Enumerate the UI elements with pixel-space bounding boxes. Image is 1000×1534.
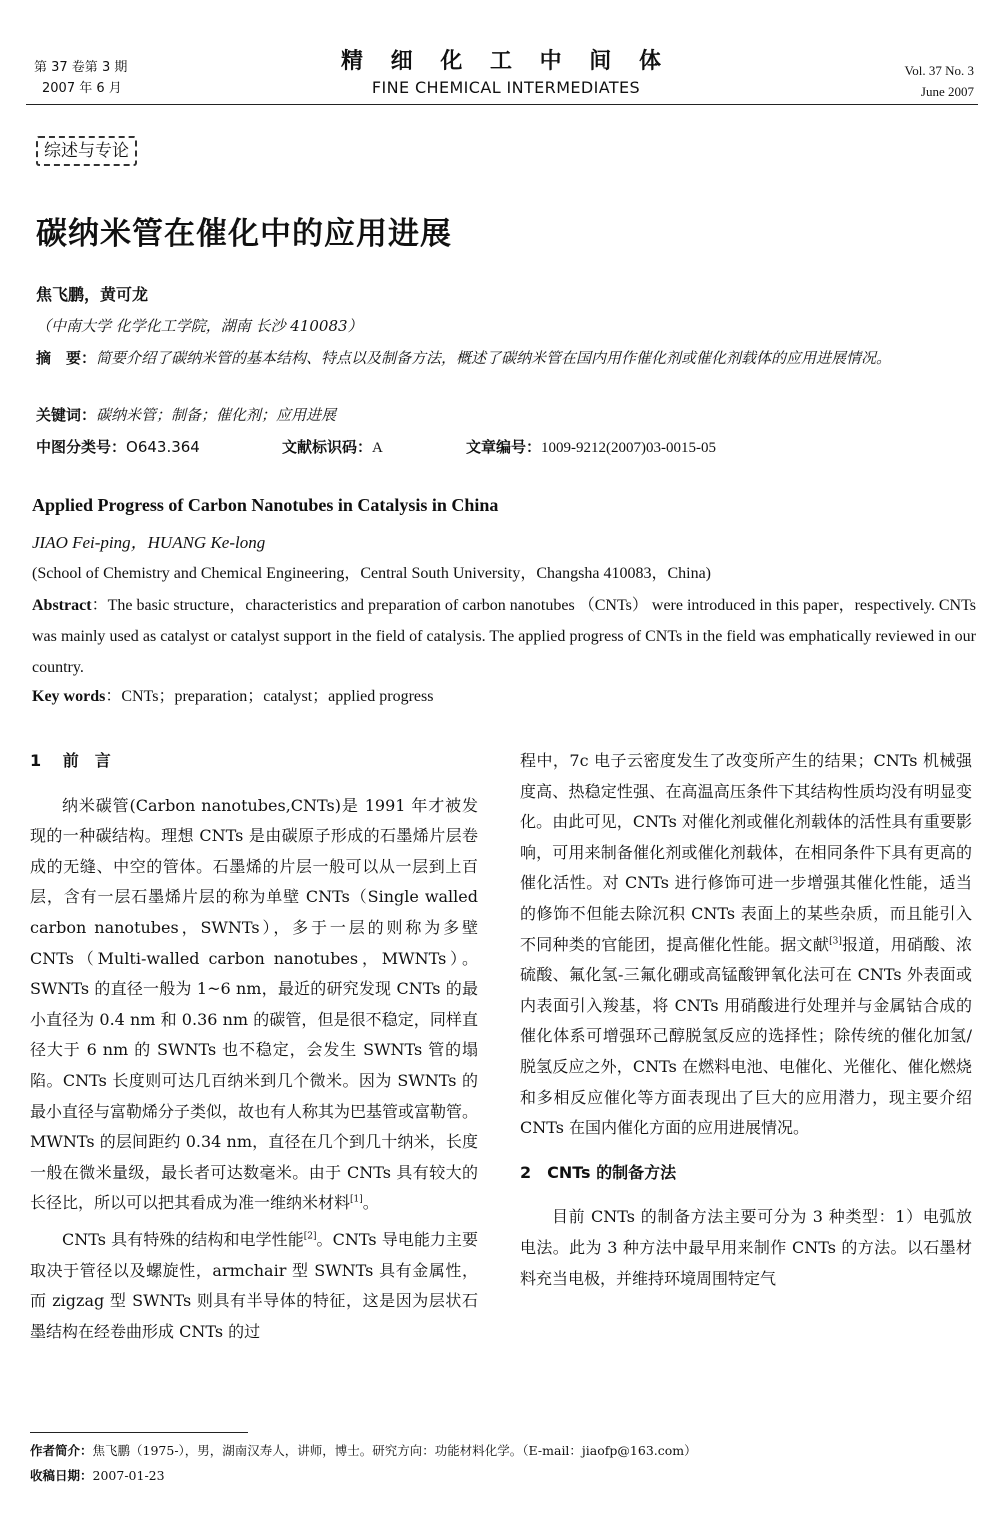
paragraph-3-rest: 报道，用硝酸、浓硫酸、氟化氢-三氟化硼或高锰酸钾氧化法可在 CNTs 外表面或内表面引入羧基，将 CNTs 用硝酸进行处理并与金属钴合成的催化体系可增强环己醇脱氢反应的选择性；除传统的催化加氢/脱氢反应之外，CNTs 在燃料电池、电催化、光催化、催化燃烧和多相反应催化等方面表现出了巨大的应用潜力，现主要介绍 CNTs 在国内催化方面的应用进展情况。	[520, 934, 972, 1138]
paragraph-1-end: 。	[362, 1193, 379, 1213]
clc-label: 中图分类号：	[36, 438, 127, 456]
abstract-en	[32, 590, 976, 683]
doc-code-label: 文献标识码：	[282, 438, 373, 456]
date-cn: 2007 年 6 月	[42, 81, 122, 96]
article-number-field	[466, 436, 716, 457]
abstract-label-en: Abstract	[32, 597, 92, 614]
article-number-value: 1009-9212(2007)03-0015-05	[541, 440, 716, 456]
article-title-cn: 碳纳米管在催化中的应用进展	[36, 216, 452, 252]
journal-title-en: FINE CHEMICAL INTERMEDIATES	[371, 78, 641, 97]
reference-1: [1]	[350, 1194, 363, 1205]
volume-issue-en: Vol. 37 No. 3	[904, 63, 974, 78]
article-number-label: 文章编号：	[466, 438, 542, 456]
author-bio-label: 作者简介：	[30, 1443, 93, 1458]
reference-3: [3]	[829, 936, 842, 947]
reference-2: [2]	[303, 1231, 317, 1242]
keywords-text-en: ：CNTs；preparation；catalyst；applied progress	[105, 688, 434, 705]
author-bio	[30, 1440, 697, 1462]
doc-code-value: A	[372, 440, 383, 456]
abstract-label-cn: 摘 要：	[36, 349, 97, 367]
section-2-heading: 2 CNTs 的制备方法	[520, 1162, 677, 1182]
keywords-en	[32, 683, 433, 706]
section-1-heading: 1 前 言	[30, 751, 111, 770]
abstract-cn	[36, 343, 976, 373]
journal-title-cn: 精 细 化 工 中 间 体	[341, 49, 671, 74]
paragraph-4: 目前 CNTs 的制备方法主要可分为 3 种类型：1）电弧放电法。此为 3 种方法中最早用来制作 CNTs 的方法。以石墨材料充当电极，并维持环境周围特定气	[520, 1207, 972, 1288]
issue-info-en	[905, 60, 974, 102]
section-tag: 综述与专论	[36, 136, 137, 166]
paragraph-1	[30, 791, 478, 1219]
footnote-rule	[30, 1432, 248, 1433]
volume-issue-cn: 第 37 卷第 3 期	[34, 60, 128, 75]
date-en: June 2007	[920, 84, 974, 99]
paragraph-3-text: 程中，7c 电子云密度发生了改变所产生的结果；CNTs 机械强度高、热稳定性强、在高温高压条件下其结构性质均没有明显变化。由此可见，CNTs 对催化剂或催化剂载体的活性具有重要影响，可用来制备催化剂或催化剂载体，在相同条件下具有更高的催化活性。对 CNTs 进行修饰可进一步增强其催化性能，适当的修饰不但能去除沉积 CNTs 表面上的某些杂质，而且能引入不同种类的官能团，提高催化性能。据文献	[520, 751, 972, 954]
keywords-text-cn: 碳纳米管；制备；催化剂；应用进展	[96, 406, 337, 424]
received-date-label: 收稿日期：	[30, 1468, 93, 1483]
clc-field	[36, 436, 200, 457]
keywords-label-en: Key words	[32, 688, 106, 705]
body-column-left	[30, 746, 478, 1347]
affiliation-en: (School of Chemistry and Chemical Engineering，Central South University，Changsha 410083，China)	[32, 565, 712, 582]
received-date	[30, 1465, 165, 1487]
authors-cn: 焦飞鹏，黄可龙	[36, 285, 149, 304]
header-rule	[26, 104, 978, 105]
abstract-text-en: ：The basic structure，characteristics and preparation of carbon nanotubes （CNTs） were introduced in this paper，respectively. CNTs was mainly used as catalyst or catalyst support in the field of catalysis. The applied progress of CNTs in the field was emphatically reviewed in our country.	[32, 597, 976, 676]
paragraph-1-text: 纳米碳管(Carbon nanotubes,CNTs)是 1991 年才被发现的一种碳结构。理想 CNTs 是由碳原子形成的石墨烯片层卷成的无缝、中空的管体。石墨烯的片层一般可以从一层到上百层，含有一层石墨烯片层的称为单壁 CNTs（Single walled carbon nanotubes，SWNTs），多于一层的则称为多壁 CNTs（Multi-walled carbon nanotubes，MWNTs）。SWNTs 的直径一般为 1~6 nm，最近的研究发现 CNTs 的最小直径为 0.4 nm 和 0.36 nm 的碳管，但是很不稳定，同样直径大于 6 nm 的 SWNTs 也不稳定，会发生 SWNTs 管的塌陷。CNTs 长度则可达几百纳米到几个微米。因为 SWNTs 的最小直径与富勒烯分子类似，故也有人称其为巴基管或富勒管。MWNTs 的层间距约 0.34 nm，直径在几个到几十纳米，长度一般在微米量级，最长者可达数毫米。由于 CNTs 具有较大的长径比，所以可以把其看成为准一维纳米材料	[30, 795, 479, 1213]
doc-code-field	[282, 436, 383, 457]
issue-info-cn	[34, 57, 127, 99]
paragraph-2-rest: 。CNTs 导电能力主要取决于管径以及螺旋性，armchair 型 SWNTs 具有金属性，而 zigzag 型 SWNTs 则具有半导体的特征，这是因为层状石墨结构在经卷曲形成 CNTs 的过	[30, 1229, 478, 1341]
abstract-text-cn: 简要介绍了碳纳米管的基本结构、特点以及制备方法，概述了碳纳米管在国内用作催化剂或催化剂载体的应用进展情况。	[96, 349, 892, 367]
clc-value: O643.364	[126, 438, 200, 456]
affiliation-cn: （中南大学 化学化工学院，湖南 长沙 410083）	[36, 317, 363, 335]
paragraph-2	[30, 1225, 478, 1347]
received-date-value: 2007-01-23	[92, 1468, 165, 1483]
keywords-label-cn: 关键词：	[36, 406, 97, 424]
body-column-right	[520, 746, 972, 1294]
authors-en: JIAO Fei-ping，HUANG Ke-long	[32, 533, 266, 552]
keywords-cn	[36, 404, 336, 425]
paragraph-2-text: CNTs 具有特殊的结构和电学性能	[62, 1229, 304, 1249]
article-title-en: Applied Progress of Carbon Nanotubes in Catalysis in China	[32, 495, 499, 515]
journal-title	[300, 48, 712, 100]
author-bio-text: 焦飞鹏（1975-），男，湖南汉寿人，讲师，博士。研究方向：功能材料化学。（E-mail：jiaofp@163.com）	[92, 1443, 697, 1458]
paragraph-3	[520, 746, 972, 1144]
